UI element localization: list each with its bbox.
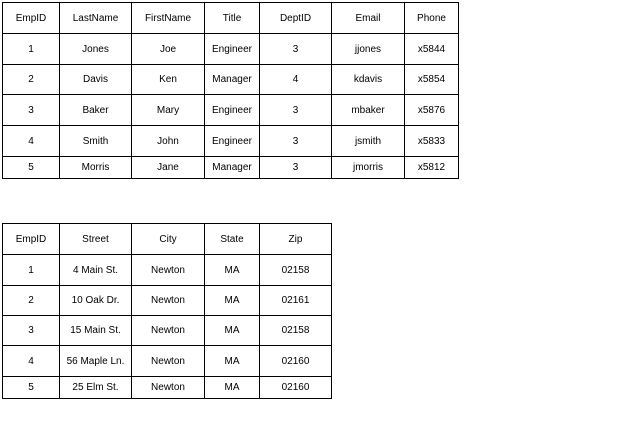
cell-empid: 4 — [3, 126, 60, 157]
cell-street: 10 Oak Dr. — [60, 286, 132, 316]
table-row — [3, 255, 332, 286]
cell-state: MA — [205, 286, 260, 316]
addresses-table — [2, 223, 332, 399]
cell-empid: 4 — [3, 346, 60, 377]
column-header-state: State — [205, 224, 260, 255]
column-header-empid: EmpID — [3, 3, 60, 34]
table-row — [3, 95, 459, 126]
cell-zip: 02158 — [260, 255, 332, 286]
addresses-header-row — [3, 224, 332, 255]
cell-title: Engineer — [205, 95, 260, 126]
cell-empid: 3 — [3, 316, 60, 346]
column-header-city: City — [132, 224, 205, 255]
cell-deptid: 3 — [260, 126, 332, 157]
column-header-street: Street — [60, 224, 132, 255]
cell-firstname: Joe — [132, 34, 205, 65]
column-header-empid: EmpID — [3, 224, 60, 255]
table-row — [3, 126, 459, 157]
cell-firstname: Jane — [132, 157, 205, 179]
cell-empid: 5 — [3, 377, 60, 399]
employees-table — [2, 2, 459, 179]
cell-email: mbaker — [332, 95, 405, 126]
column-header-phone: Phone — [405, 3, 459, 34]
cell-deptid: 3 — [260, 95, 332, 126]
cell-phone: x5854 — [405, 65, 459, 95]
cell-street: 4 Main St. — [60, 255, 132, 286]
column-header-deptid: DeptID — [260, 3, 332, 34]
cell-firstname: Mary — [132, 95, 205, 126]
cell-lastname: Jones — [60, 34, 132, 65]
column-header-title: Title — [205, 3, 260, 34]
cell-state: MA — [205, 377, 260, 399]
cell-state: MA — [205, 316, 260, 346]
cell-title: Engineer — [205, 34, 260, 65]
cell-street: 25 Elm St. — [60, 377, 132, 399]
cell-email: jsmith — [332, 126, 405, 157]
table-row — [3, 65, 459, 95]
employees-header-row — [3, 3, 459, 34]
cell-phone: x5833 — [405, 126, 459, 157]
cell-lastname: Morris — [60, 157, 132, 179]
table-row — [3, 316, 332, 346]
cell-deptid: 3 — [260, 34, 332, 65]
cell-state: MA — [205, 255, 260, 286]
cell-city: Newton — [132, 346, 205, 377]
cell-city: Newton — [132, 255, 205, 286]
cell-street: 15 Main St. — [60, 316, 132, 346]
cell-city: Newton — [132, 316, 205, 346]
cell-email: jmorris — [332, 157, 405, 179]
cell-email: kdavis — [332, 65, 405, 95]
cell-title: Manager — [205, 157, 260, 179]
cell-zip: 02160 — [260, 346, 332, 377]
cell-email: jjones — [332, 34, 405, 65]
cell-empid: 2 — [3, 65, 60, 95]
column-header-firstname: FirstName — [132, 3, 205, 34]
cell-firstname: Ken — [132, 65, 205, 95]
table-row — [3, 34, 459, 65]
table-row — [3, 346, 332, 377]
cell-city: Newton — [132, 377, 205, 399]
cell-title: Manager — [205, 65, 260, 95]
cell-lastname: Smith — [60, 126, 132, 157]
cell-phone: x5812 — [405, 157, 459, 179]
cell-empid: 1 — [3, 255, 60, 286]
cell-phone: x5844 — [405, 34, 459, 65]
cell-zip: 02158 — [260, 316, 332, 346]
column-header-email: Email — [332, 3, 405, 34]
cell-title: Engineer — [205, 126, 260, 157]
cell-empid: 3 — [3, 95, 60, 126]
cell-lastname: Baker — [60, 95, 132, 126]
table-row — [3, 286, 332, 316]
cell-state: MA — [205, 346, 260, 377]
cell-phone: x5876 — [405, 95, 459, 126]
column-header-zip: Zip — [260, 224, 332, 255]
column-header-lastname: LastName — [60, 3, 132, 34]
cell-empid: 1 — [3, 34, 60, 65]
cell-deptid: 4 — [260, 65, 332, 95]
cell-firstname: John — [132, 126, 205, 157]
cell-deptid: 3 — [260, 157, 332, 179]
table-row — [3, 157, 459, 179]
table-row — [3, 377, 332, 399]
cell-lastname: Davis — [60, 65, 132, 95]
cell-empid: 5 — [3, 157, 60, 179]
cell-empid: 2 — [3, 286, 60, 316]
cell-zip: 02160 — [260, 377, 332, 399]
cell-city: Newton — [132, 286, 205, 316]
cell-zip: 02161 — [260, 286, 332, 316]
cell-street: 56 Maple Ln. — [60, 346, 132, 377]
